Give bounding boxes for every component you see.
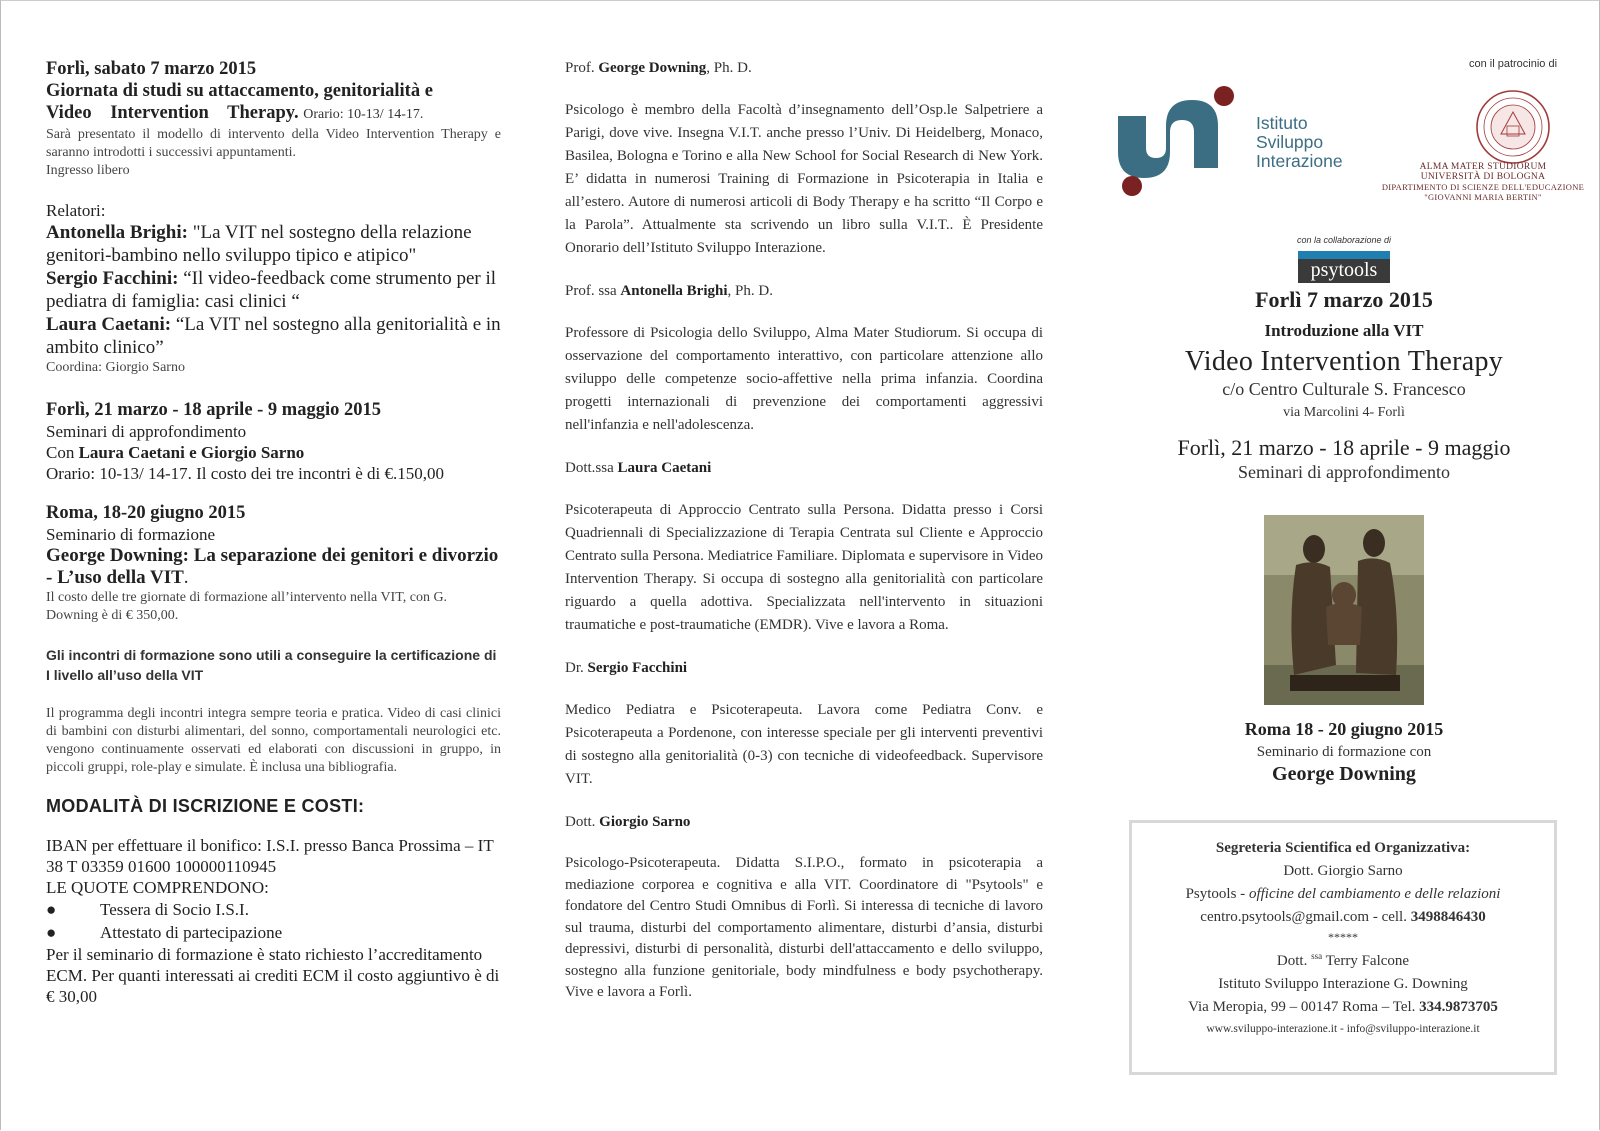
bullet-text: Tessera di Socio I.S.I.	[100, 900, 249, 919]
bio-heading	[565, 658, 1043, 678]
isi-logo-text	[1256, 114, 1343, 171]
bio-name: Giorgio Sarno	[599, 814, 691, 830]
bio-heading	[565, 281, 1043, 301]
event3-sub: Seminario di formazione	[46, 525, 216, 544]
relatore-3-talk: “La VIT nel sostegno alla genitorialità e in ambito clinico”	[46, 314, 501, 358]
george-downing-name: George Downing	[1272, 763, 1416, 785]
event1-title-line1: Giornata di studi su attaccamento, genitorialità e	[46, 81, 433, 101]
event1-orario: Orario: 10-13/ 14-17.	[303, 107, 424, 122]
unibo-line: ALMA MATER STUDIORUM	[1419, 162, 1547, 172]
sculpture-photo	[1264, 515, 1424, 705]
isi-word: Interazione	[1256, 151, 1343, 171]
address-text: Via Meropia, 99 – 00147 Roma – Tel.	[1188, 999, 1420, 1015]
event2-sub: Seminari di approfondimento	[46, 422, 247, 441]
web-line: www.sviluppo-interazione.it - info@sviluppo-interazione.it	[1206, 1023, 1480, 1035]
event-title: Video Intervention Therapy	[1184, 346, 1504, 377]
event-address: via Marcolini 4- Forlì	[1283, 405, 1405, 420]
bullet-icon: ●	[46, 923, 57, 942]
event-location: c/o Centro Culturale S. Francesco	[1222, 379, 1466, 399]
seminar-dates: Forlì, 21 marzo - 18 aprile - 9 maggio	[1177, 435, 1511, 460]
email-text: centro.psytools@gmail.com - cell.	[1200, 909, 1411, 925]
column-middle	[565, 58, 1043, 1025]
segreteria-name1: Dott. Giorgio Sarno	[1283, 863, 1403, 879]
iban-text: IBAN per effettuare il bonifico: I.S.I. presso Banca Prossima – IT 38 T 03359 01600 100000110945	[46, 836, 494, 876]
segreteria-title: Segreteria Scientifica ed Organizzativa:	[1215, 840, 1471, 856]
event2-con	[46, 442, 501, 463]
bullet-icon: ●	[46, 900, 57, 919]
unibo-line: UNIVERSITÀ DI BOLOGNA	[1420, 172, 1546, 182]
event1-heading: Forlì, sabato 7 marzo 2015	[46, 59, 257, 79]
quote-label: LE QUOTE COMPRENDONO:	[46, 878, 269, 897]
contact-line1	[1132, 906, 1554, 929]
unibo-text	[1368, 162, 1598, 202]
event3-title-text: George Downing: La separazione dei genitori e divorzio - L’uso della VIT	[46, 545, 499, 588]
segreteria-box	[1129, 820, 1557, 1075]
psytools-logo-text: psytools	[1310, 259, 1378, 281]
coordina: Coordina: Giorgio Sarno	[46, 360, 185, 375]
bio-prefix: Dr.	[565, 660, 588, 676]
programma-text: Il programma degli incontri integra sempre teoria e pratica. Video di casi clinici di bambini con disturbi alimentari, del sonno, comportamentali neurologici etc. vengono continuamente osservati ed elaborati con discussioni in gruppo, in piccoli gruppi, role-play e simulate. È inclusa una bibliografia.	[46, 706, 501, 775]
collab-label: con la collaborazione di	[1296, 235, 1392, 245]
seminar-label: Seminari di approfondimento	[1238, 462, 1450, 482]
bio-heading	[565, 458, 1043, 478]
name2-prefix: Dott.	[1276, 953, 1312, 969]
column-left	[46, 58, 501, 1007]
relatore-1-name: Antonella Brighi:	[46, 222, 188, 243]
psytools-logo-icon	[1298, 251, 1390, 283]
bio-text: Medico Pediatra e Psicoterapeuta. Lavora come Pediatra Conv. e Psicoterapeuta a Pordenone, con interesse speciale per gli interventi preventivi di sostegno alla genitorialità (0-3) con tecniche di videofeedback. Supervisore VIT.	[565, 702, 1043, 787]
bullet-item	[46, 898, 501, 921]
bio-prefix: Prof.	[565, 60, 599, 76]
psytools-line	[1132, 883, 1554, 906]
name2-sup: ssa	[1311, 951, 1323, 961]
relatore-2-talk: “Il video-feedback come strumento per il pediatra di famiglia: casi clinici “	[46, 268, 497, 312]
relatore-1	[46, 221, 501, 267]
bio-text: Psicologo è membro della Facoltà d’insegnamento dell’Osp.le Salpetriere a Parigi, dove vive. Insegna V.I.T. anche presso l’Univ. Di Heidelberg, Monaco, Basilea, Bologna e Torino e alla New School for Social Research di New York. E’ didatta in numerosi Training di Formazione in Psicoterapia in Italia e all’estero. Autore di numerosi articoli di Body Therapy e ha scritto “Il Corpo e la Parola”. Attualmente sta scrivendo un libro sulla V.I.T.. È Presidente Onorario dell’Istituto Sviluppo Interazione.	[565, 102, 1043, 256]
bullet-item	[46, 921, 501, 944]
bio-prefix: Dott.	[565, 814, 600, 830]
column-right	[1128, 58, 1584, 786]
separator-stars: *****	[1328, 930, 1358, 944]
roma-sub: Seminario di formazione con	[1256, 744, 1432, 760]
relatore-2	[46, 267, 501, 313]
isi-logo-icon	[1114, 82, 1239, 197]
bio-heading	[565, 812, 1043, 832]
event3-title-end: .	[183, 567, 189, 588]
event1-title-line2	[46, 102, 501, 126]
bio-text: Psicologo-Psicoterapeuta. Didatta S.I.P.O., formato in psicoterapia a mediazione corporea e cognitiva e alla VIT. Coordinatore di "Psytools" e fondatore del Centro Studi Omnibus di Forlì. Si interessa di tecniche di lavoro sul trauma, disturbi del comportamento alimentare, disturbi d’ansia, disturbi depressivi, disturbi di personalità, disturbi dell'attaccamento e dello sviluppo, sostegno alla funzione genitoriale, body mindfulness e body psychotherapy. Vive e lavora a Forlì.	[565, 855, 1043, 1000]
event2-heading: Forlì, 21 marzo - 18 aprile - 9 maggio 2015	[46, 400, 381, 420]
bullet-text: Attestato di partecipazione	[100, 923, 283, 942]
name2-text: Terry Falcone	[1322, 953, 1410, 969]
certificazione-note: Gli incontri di formazione sono utili a conseguire la certificazione di I livello all’uso della VIT	[46, 647, 497, 683]
bio-prefix: Prof. ssa	[565, 283, 621, 299]
event2-orario: Orario: 10-13/ 14-17. Il costo dei tre incontri è di €.150,00	[46, 464, 444, 483]
psytools-tagline: officine del cambiamento e delle relazioni	[1248, 886, 1501, 902]
event1-desc: Sarà presentato il modello di intervento della Video Intervention Therapy e saranno introdotti i successivi appuntamenti.	[46, 127, 501, 160]
event1-title-vit: Video Intervention Therapy.	[46, 103, 299, 123]
psytools-label: Psytools -	[1185, 886, 1249, 902]
logos-area	[1128, 58, 1584, 253]
bio-text: Psicoterapeuta di Approccio Centrato sulla Persona. Didatta presso i Corsi Quadriennali di Specializzazione di Terapia Centrata sul Cliente e Approccio Centrato sulla Persona. Mediatrice Familiare. Diplomata e supervisore in Video Intervention Therapy. Si occupa di sostegno alla genitorialità con particolare riguardo a quella adottiva. Specializzata nell'intervento in situazioni traumatiche e post-traumatiche (EMDR). Vive e lavora a Roma.	[565, 502, 1043, 633]
relatore-3	[46, 313, 501, 359]
bio-text: Professore di Psicologia dello Sviluppo, Alma Mater Studiorum. Si occupa di osservazione del comportamento interattivo, con particolare attenzione allo sviluppo delle competenze socio-affettive nella prima infanzia. Coordina progetti internazionali di prevenzione dei comportamenti aggressivi nell'infanzia e nell'adolescenza.	[565, 325, 1043, 433]
event-summary	[1116, 287, 1572, 483]
tel-number: 334.9873705	[1419, 999, 1498, 1015]
event3	[46, 502, 501, 625]
isi-word: Sviluppo	[1256, 132, 1324, 152]
bio-name: Laura Caetani	[617, 460, 712, 476]
address-line	[1132, 996, 1554, 1019]
isi-line: Istituto Sviluppo Interazione G. Downing	[1218, 976, 1468, 992]
bio-heading	[565, 58, 1043, 78]
event1-ingresso: Ingresso libero	[46, 163, 130, 178]
segreteria-name2	[1132, 945, 1554, 973]
event3-cost: Il costo delle tre giornate di formazione all’intervento nella VIT, con G. Downing è di € 350,00.	[46, 590, 448, 623]
bio-prefix: Dott.ssa	[565, 460, 618, 476]
event2	[46, 399, 501, 484]
event-intro: Introduzione alla VIT	[1264, 321, 1424, 340]
bio-suffix: , Ph. D.	[706, 60, 752, 76]
unibo-line: DIPARTIMENTO DI SCIENZE DELL'EDUCAZIONE	[1381, 182, 1585, 192]
unibo-line: "GIOVANNI MARIA BERTIN"	[1424, 192, 1542, 202]
relatore-1-talk: "La VIT nel sostegno della relazione genitori-bambino nello sviluppo tipico e atipico"	[46, 222, 472, 266]
relatore-2-name: Sergio Facchini:	[46, 268, 179, 289]
patrocinio-label: con il patrocinio di	[1468, 58, 1558, 70]
relatore-3-name: Laura Caetani:	[46, 314, 172, 335]
modalita-heading: MODALITÀ DI ISCRIZIONE E COSTI:	[46, 796, 365, 816]
isi-word: Istituto	[1256, 113, 1308, 133]
event3-heading: Roma, 18-20 giugno 2015	[46, 503, 246, 523]
bio-name: Antonella Brighi	[620, 283, 728, 299]
roma-summary	[1116, 719, 1572, 786]
modalita-section	[46, 795, 501, 1007]
ecm-text: Per il seminario di formazione è stato richiesto l’accreditamento ECM. Per quanti interessati ai crediti ECM il costo aggiuntivo è di € 30,00	[46, 945, 500, 1006]
cell-number: 3498846430	[1410, 909, 1486, 925]
bio-suffix: , Ph. D.	[727, 283, 773, 299]
university-seal-icon	[1468, 82, 1558, 172]
roma-date: Roma 18 - 20 giugno 2015	[1244, 719, 1444, 739]
bio-name: George Downing	[598, 60, 707, 76]
event2-con-names: Laura Caetani e Giorgio Sarno	[78, 443, 305, 462]
bio-name: Sergio Facchini	[587, 660, 688, 676]
relatori-label: Relatori:	[46, 201, 106, 220]
event-date: Forlì 7 marzo 2015	[1255, 287, 1433, 312]
event2-con-label: Con	[46, 443, 79, 462]
event3-title	[46, 545, 501, 589]
